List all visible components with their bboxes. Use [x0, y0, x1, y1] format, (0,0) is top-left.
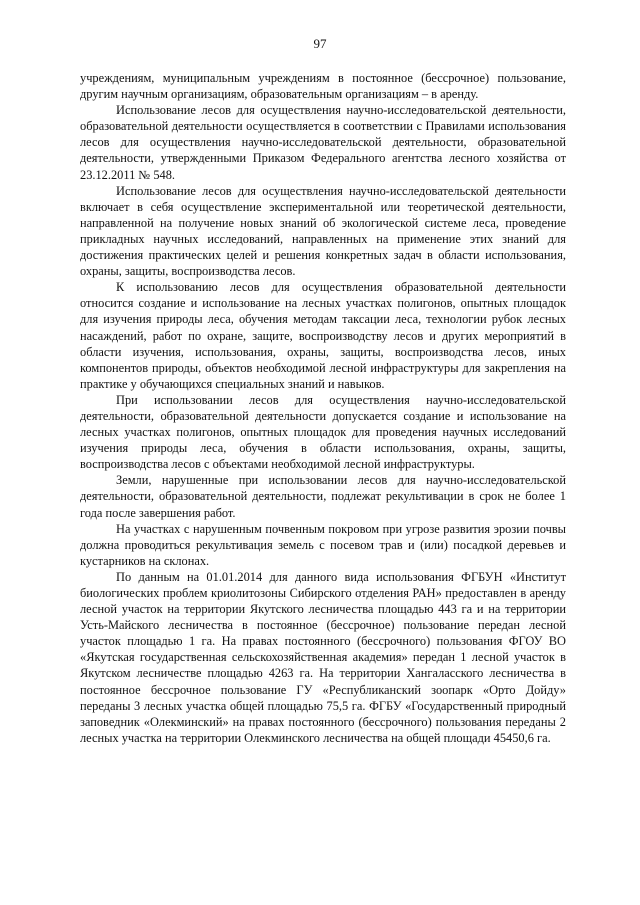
paragraph: Использование лесов для осуществления научно-исследовательской деятельности, образовательной деятельности осуществляется в соответствии с Правилами использования лесов для осуществления научно-исследовательской деятельности, образовательной деятельности, утвержденными Приказом Федерального агентства лесного хозяйства от 23.12.2011 № 548. [80, 103, 566, 182]
paragraph: К использованию лесов для осуществления образовательной деятельности относится создание и использование на лесных участках полигонов, опытных площадок для изучения природы леса, обучения методам таксации леса, технологии рубок лесных насаждений, работ по охране, защите, воспроизводству лесов и других мероприятий в области изучения, использования, охраны, защиты, воспроизводства лесов, иных компонентов природы, объектов необходимой лесной инфраструктуры для закрепления на практике у обучающихся специальных знаний и навыков. [80, 280, 566, 391]
paragraph: При использовании лесов для осуществления научно-исследовательской деятельности, образовательной деятельности допускается создание и использование на лесных участках полигонов, опытных площадок для проведения научных исследований изучения природы леса, обучения в области использования, охраны, защиты, воспроизводства лесов с объектами необходимой лесной инфраструктуры. [80, 392, 566, 472]
paragraph: Использование лесов для осуществления научно-исследовательской деятельности включает в себя осуществление экспериментальной или теоретической деятельности, направленной на получение новых знаний об экологической системе леса, проведение прикладных научных исследований, направленных на применение этих знаний для достижения практических целей и решения конкретных задач в области использования, охраны, защиты, воспроизводства лесов. [80, 183, 566, 279]
paragraph: По данным на 01.01.2014 для данного вида использования ФГБУН «Институт биологических проблем криолитозоны Сибирского отделения РАН» предоставлен в аренду лесной участок на территории Якутского лесничества площадью 443 га и на территории Усть-Майского лесничества в постоянное (бессрочное) пользование передан лесной участок площадью 1 га. На правах постоянного (бессрочного) пользования ФГОУ ВО «Якутская государственная сельскохозяйственная академия» передан 1 лесной участок в Якутском лесничестве площадью 4263 га. На территории Хангаласского лесничества в постоянное бессрочное пользование ГУ «Республиканский зоопарк «Орто Дойду» переданы 3 лесных участка общей площадью 75,5 га. ФГБУ «Государственный природный заповедник «Олекминский» на правах постоянного (бессрочного) пользования переданы 2 лесных участка на территории Олекминского лесничества на общей площади 45450,6 га. [80, 569, 566, 745]
paragraph: Земли, нарушенные при использовании лесов для научно-исследовательской деятельности, образовательной деятельности, подлежат рекультивации в срок не более 1 года после завершения работ. [80, 473, 566, 520]
document-body [80, 70, 566, 746]
paragraph-continued: учреждениям, муниципальным учреждениям в постоянное (бессрочное) пользование, другим научным организациям, образовательным организациям – в аренду. [80, 71, 566, 102]
paragraph: На участках с нарушенным почвенным покровом при угрозе развития эрозии почвы должна проводиться рекультивация земель с посевом трав и (или) посадкой деревьев и кустарников на склонах. [80, 521, 566, 568]
page-number: 97 [313, 36, 327, 51]
